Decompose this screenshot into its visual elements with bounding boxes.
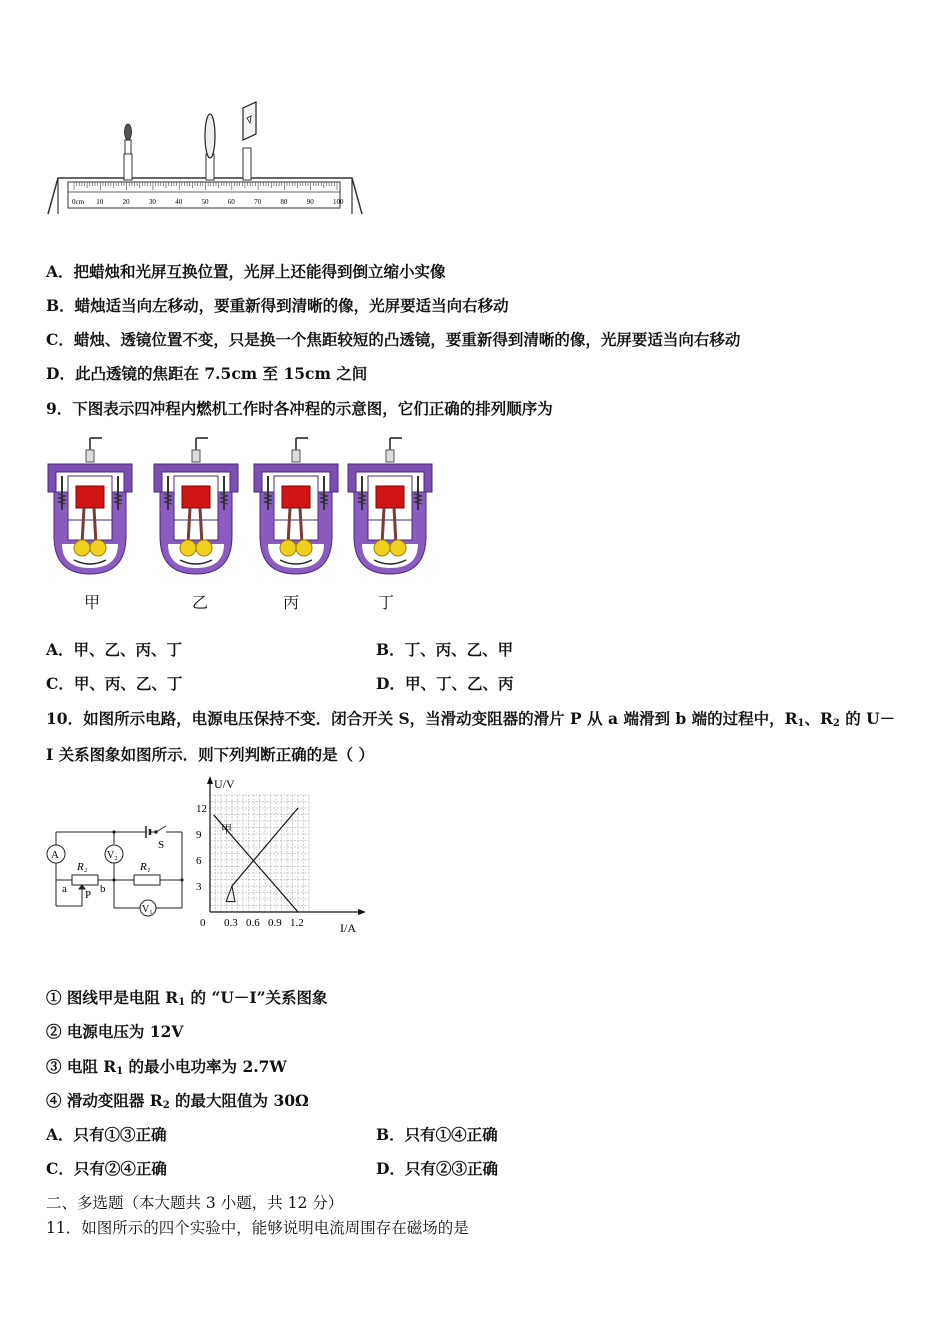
switch-label: S xyxy=(158,839,165,851)
q10-statement-2 xyxy=(46,1022,183,1042)
x-tick-label: 1.2 xyxy=(290,917,304,929)
r2-label: R₂ xyxy=(77,861,88,873)
circuit-diagram xyxy=(44,818,194,924)
q10-sep: 、 xyxy=(804,709,820,728)
engine-strokes-figure xyxy=(44,432,444,584)
ruler-tick-label: 50 xyxy=(201,198,209,206)
option-letter: C． xyxy=(46,1159,74,1178)
q10-statement-4 xyxy=(46,1091,309,1116)
q9-option-a[interactable] xyxy=(46,640,182,660)
q9-option-c[interactable] xyxy=(46,674,182,694)
q10-option-d[interactable] xyxy=(376,1159,498,1179)
option-text: 甲、丁、乙、丙 xyxy=(404,674,514,693)
ruler-tick-label: 30 xyxy=(148,198,156,206)
statement-text-tail: 的最小电功率为 2.7W xyxy=(123,1057,287,1076)
ruler-tick-label: 10 xyxy=(96,198,104,206)
q9-option-b[interactable] xyxy=(376,640,513,660)
statement-text: ③ 电阻 R xyxy=(46,1057,117,1076)
slider-p-label: P xyxy=(85,889,92,901)
engine-label-yi: 乙 xyxy=(192,593,209,612)
q10-statement-3 xyxy=(46,1057,287,1082)
y-tick-label: 6 xyxy=(196,855,202,867)
option-letter: D． xyxy=(376,674,405,693)
option-text: 只有①③正确 xyxy=(73,1125,167,1144)
ruler-tick-label: 60 xyxy=(227,198,235,206)
q10-stem-line2: I 关系图象如图所示．则下列判断正确的是（ ） xyxy=(46,745,375,764)
option-text: 把蜡烛和光屏互换位置，光屏上还能得到倒立缩小实像 xyxy=(73,262,446,281)
option-text: 丁、丙、乙、甲 xyxy=(404,640,514,659)
x-tick-label: 0.6 xyxy=(246,917,260,929)
option-letter: C． xyxy=(46,674,74,693)
q10-stem-tail: 的 U－ xyxy=(839,709,896,728)
q8-option-a[interactable] xyxy=(46,262,446,282)
r1-label: R₁ xyxy=(140,861,151,873)
ruler-tick-label: 90 xyxy=(306,198,314,206)
v1-label: V₁ xyxy=(142,904,153,915)
statement-sub: 2 xyxy=(162,1100,170,1111)
ruler-unit-label: 0cm xyxy=(72,198,85,206)
option-text: 此凸透镜的焦距在 7.5cm 至 15cm 之间 xyxy=(74,364,368,383)
x-tick-label: 0 xyxy=(200,917,206,929)
v2-label: V₂ xyxy=(107,850,118,861)
curve-label-jia: 甲 xyxy=(221,823,232,836)
statement-sub: 1 xyxy=(178,997,186,1008)
option-letter: C． xyxy=(46,330,74,349)
q10-option-b[interactable] xyxy=(376,1125,498,1145)
q8-option-c[interactable] xyxy=(46,330,740,350)
q9-stem: 9．下图表示四冲程内燃机工作时各冲程的示意图，它们正确的排列顺序为 xyxy=(46,399,553,418)
option-text: 只有①④正确 xyxy=(404,1125,498,1144)
y-tick-label: 9 xyxy=(196,829,202,841)
end-a-label: a xyxy=(62,883,67,895)
statement-sub: 1 xyxy=(116,1066,124,1077)
q10-stem-text: 10．如图所示电路，电源电压保持不变．闭合开关 S，当滑动变阻器的滑片 P 从 a 端滑到 b 端的过程中， xyxy=(46,709,785,728)
engine-label-bing: 丙 xyxy=(283,593,300,612)
option-text: 只有②④正确 xyxy=(73,1159,167,1178)
q8-option-d[interactable] xyxy=(46,364,367,384)
option-letter: D． xyxy=(46,364,75,383)
x-tick-label: 0.3 xyxy=(224,917,238,929)
option-text: 蜡烛、透镜位置不变，只是换一个焦距较短的凸透镜，要重新得到清晰的像，光屏要适当向右移动 xyxy=(73,330,741,349)
q9-option-d[interactable] xyxy=(376,674,513,694)
option-letter: A． xyxy=(46,262,74,281)
q10-r2: R xyxy=(819,709,833,728)
section-heading: 二、多选题（本大题共 3 小题，共 12 分） xyxy=(46,1194,344,1212)
option-letter: B． xyxy=(46,296,75,315)
option-letter: A． xyxy=(46,640,74,659)
ruler-tick-label: 40 xyxy=(175,198,183,206)
option-text: 甲、乙、丙、丁 xyxy=(73,640,183,659)
q11-stem: 11．如图所示的四个实验中，能够说明电流周围存在磁场的是 xyxy=(46,1219,469,1237)
ruler-tick-label: 70 xyxy=(254,198,262,206)
y-tick-label: 12 xyxy=(196,803,207,815)
statement-text-tail: 的 “U－I”关系图象 xyxy=(185,988,328,1007)
ui-graph xyxy=(194,774,370,938)
option-letter: B． xyxy=(376,640,405,659)
ruler-tick-label: 100 xyxy=(333,198,344,206)
ammeter-label: A xyxy=(51,849,59,861)
q10-r1-sub: 1 xyxy=(797,718,805,729)
q10-option-c[interactable] xyxy=(46,1159,167,1179)
x-axis-label: I/A xyxy=(340,921,356,935)
statement-text: ② 电源电压为 12V xyxy=(46,1022,184,1041)
engine-label-ding: 丁 xyxy=(378,593,395,612)
option-text: 蜡烛适当向左移动，要重新得到清晰的像，光屏要适当向右移动 xyxy=(74,296,509,315)
statement-text: ① 图线甲是电阻 R xyxy=(46,988,179,1007)
q10-r2-sub: 2 xyxy=(832,718,840,729)
q10-stem-line1 xyxy=(46,709,895,734)
option-letter: D． xyxy=(376,1159,405,1178)
statement-text-tail: 的最大阻值为 30Ω xyxy=(169,1091,309,1110)
option-letter: B． xyxy=(376,1125,405,1144)
q10-r1: R xyxy=(784,709,798,728)
q10-statement-1 xyxy=(46,988,328,1013)
graph-end-mark xyxy=(226,886,235,902)
option-text: 甲、丙、乙、丁 xyxy=(73,674,183,693)
option-text: 只有②③正确 xyxy=(404,1159,498,1178)
ruler-tick-label: 80 xyxy=(280,198,288,206)
optical-bench-figure xyxy=(44,96,374,220)
q8-option-b[interactable] xyxy=(46,296,509,316)
option-letter: A． xyxy=(46,1125,74,1144)
ruler-tick-label: 20 xyxy=(122,198,130,206)
y-axis-label: U/V xyxy=(214,777,235,791)
statement-text: ④ 滑动变阻器 R xyxy=(46,1091,163,1110)
x-tick-label: 0.9 xyxy=(268,917,282,929)
y-tick-label: 3 xyxy=(196,881,202,893)
engine-label-jia: 甲 xyxy=(84,593,101,612)
q10-option-a[interactable] xyxy=(46,1125,167,1145)
end-b-label: b xyxy=(100,883,106,895)
